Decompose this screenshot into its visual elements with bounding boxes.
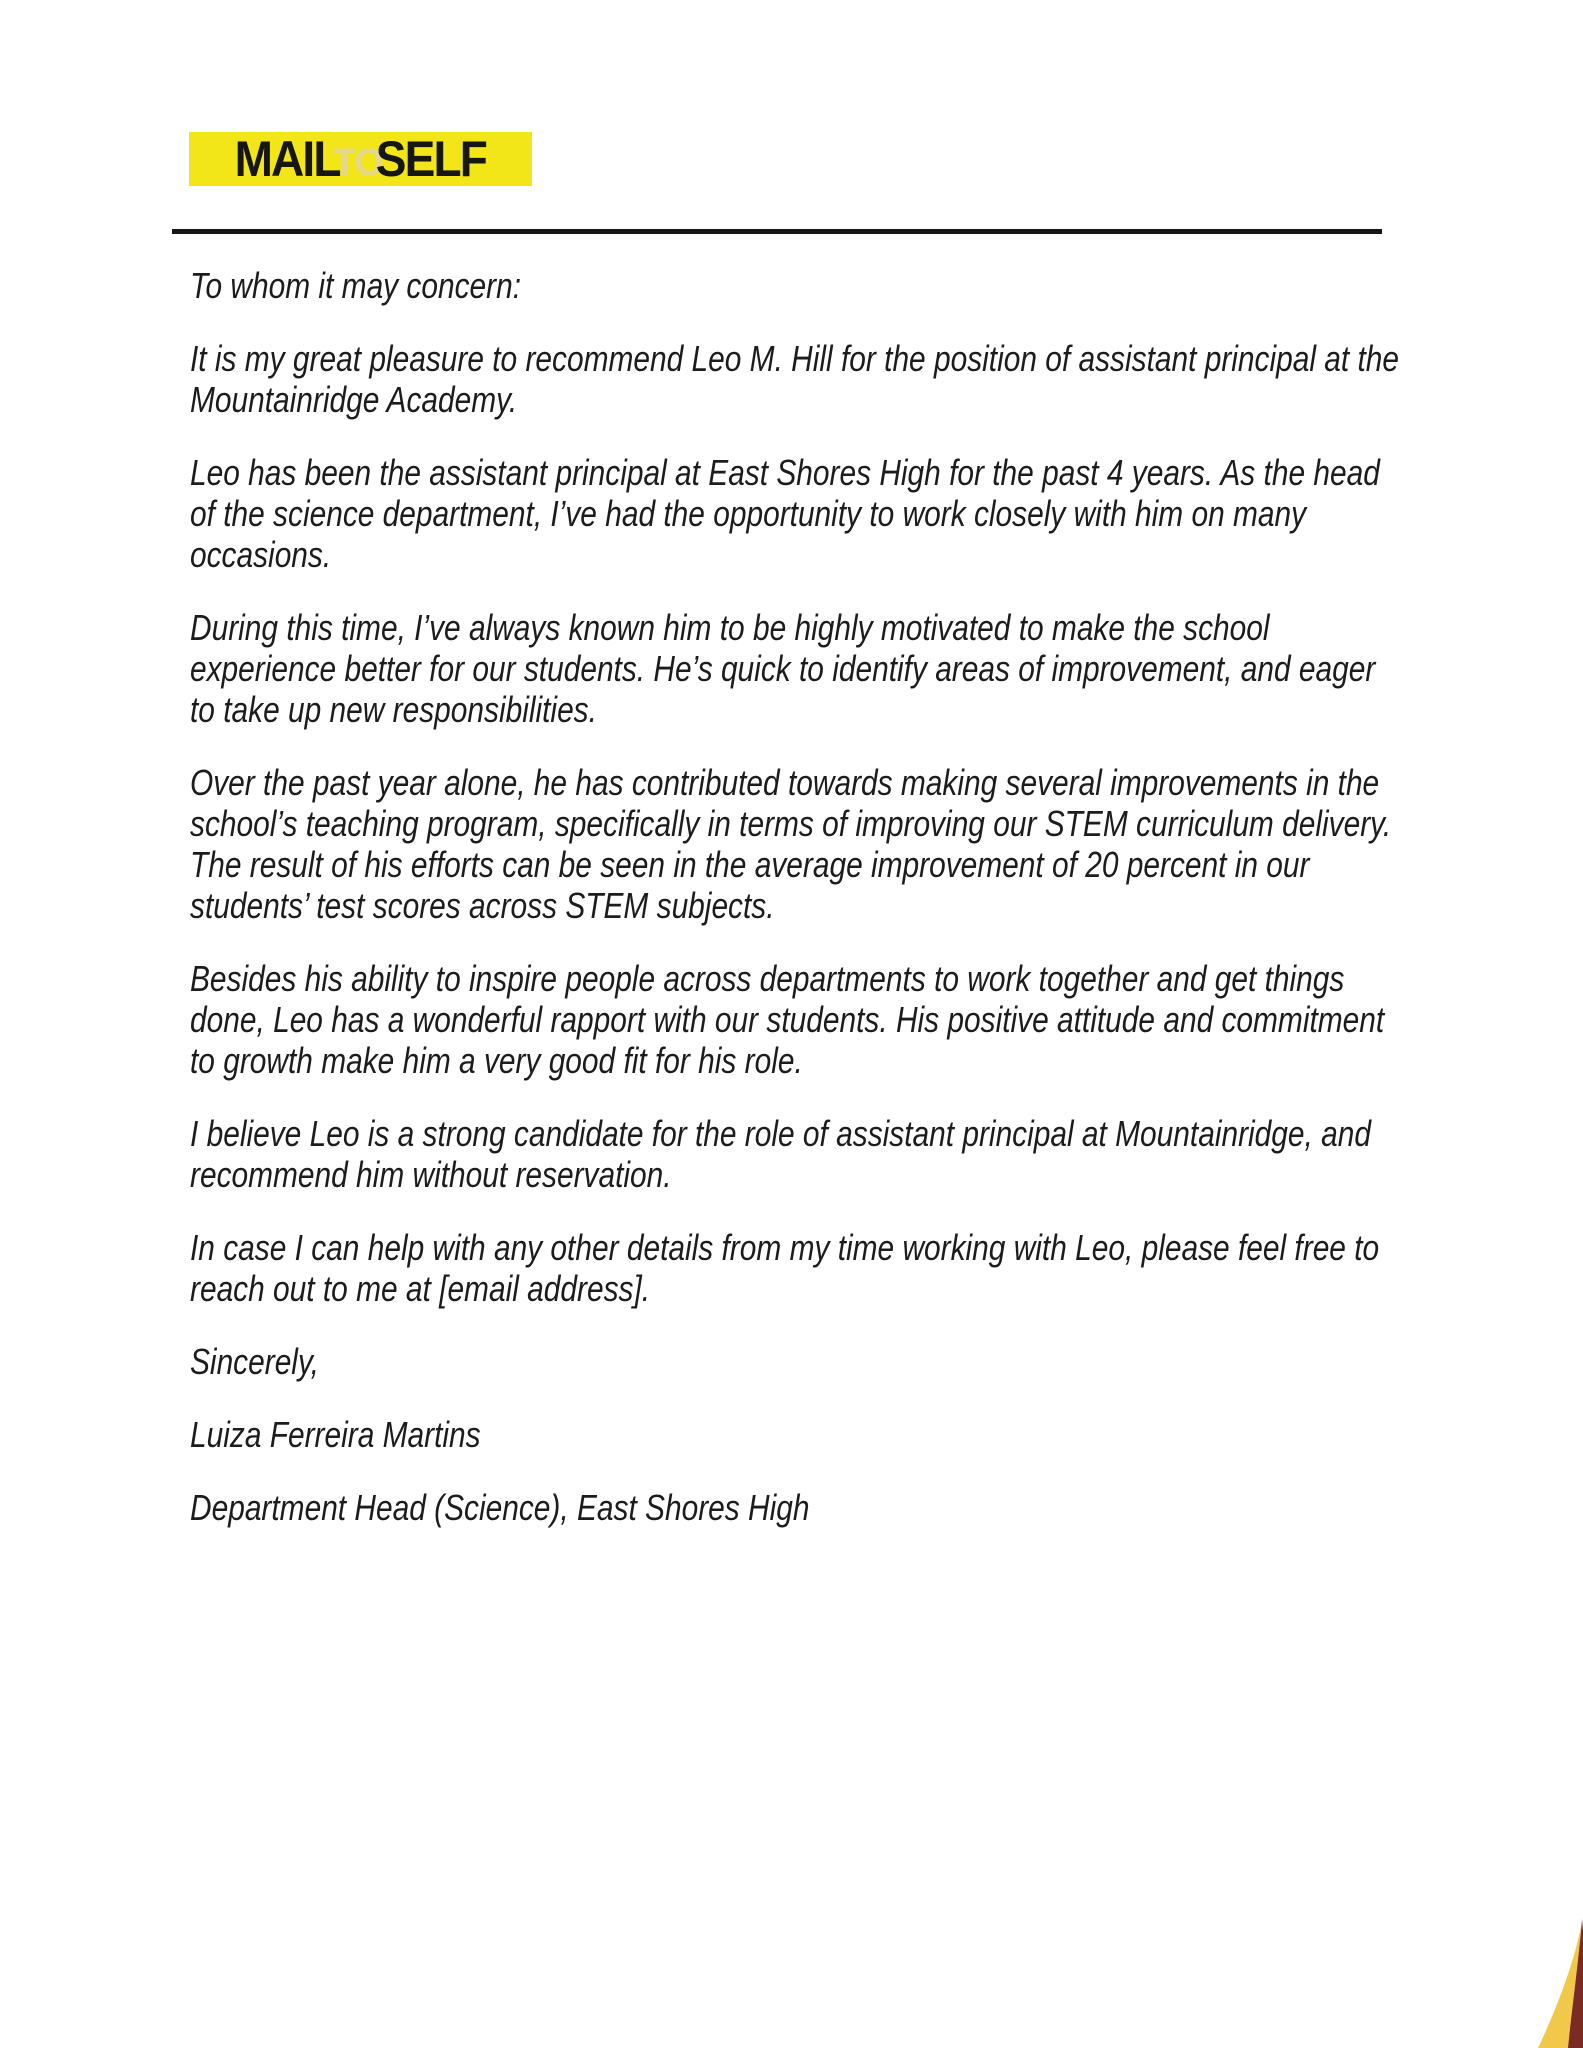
letter-paragraph: Department Head (Science), East Shores High [190, 1487, 810, 1528]
letterhead-divider [172, 229, 1382, 234]
letter-paragraph: Besides his ability to inspire people across departments to work together and get things done, Leo has a wonderful rapport with our students. His positive attitude and commitment to growth make him a very good fit for his role. [190, 958, 1385, 1081]
logo-word-mail: MAIL [235, 131, 341, 187]
corner-swoosh-graphic [1523, 1918, 1583, 2048]
letter-body [190, 265, 1402, 1560]
letter-paragraph: It is my great pleasure to recommend Leo M. Hill for the position of assistant principal at the Mountainridge Academy. [190, 338, 1400, 420]
letter-paragraph: In case I can help with any other details from my time working with Leo, please feel free to reach out to me at [email address]. [190, 1227, 1380, 1309]
mail-to-self-logo [189, 132, 532, 186]
letter-paragraph: Over the past year alone, he has contributed towards making several improvements in the school’s teaching program, specifically in terms of improving our STEM curriculum delivery. The result of his efforts can be seen in the average improvement of 20 percent in our students’ test scores across STEM subjects. [190, 762, 1392, 926]
logo-word-to: TO [332, 142, 383, 184]
letter-paragraph: To whom it may concern: [190, 265, 522, 306]
letter-paragraph: I believe Leo is a strong candidate for the role of assistant principal at Mountainridge, and recommend him without reservation. [190, 1113, 1371, 1195]
letter-paragraph: Sincerely, [190, 1341, 319, 1382]
letter-paragraph: During this time, I’ve always known him to be highly motivated to make the school experience better for our students. He’s quick to identify areas of improvement, and eager to take up new responsibilities. [190, 607, 1376, 730]
letter-paragraph: Luiza Ferreira Martins [190, 1414, 481, 1455]
logo-word-self: SELF [375, 131, 486, 187]
letter-paragraph: Leo has been the assistant principal at East Shores High for the past 4 years. As the head of the science department, I’ve had the opportunity to work closely with him on many occasions. [190, 452, 1380, 575]
